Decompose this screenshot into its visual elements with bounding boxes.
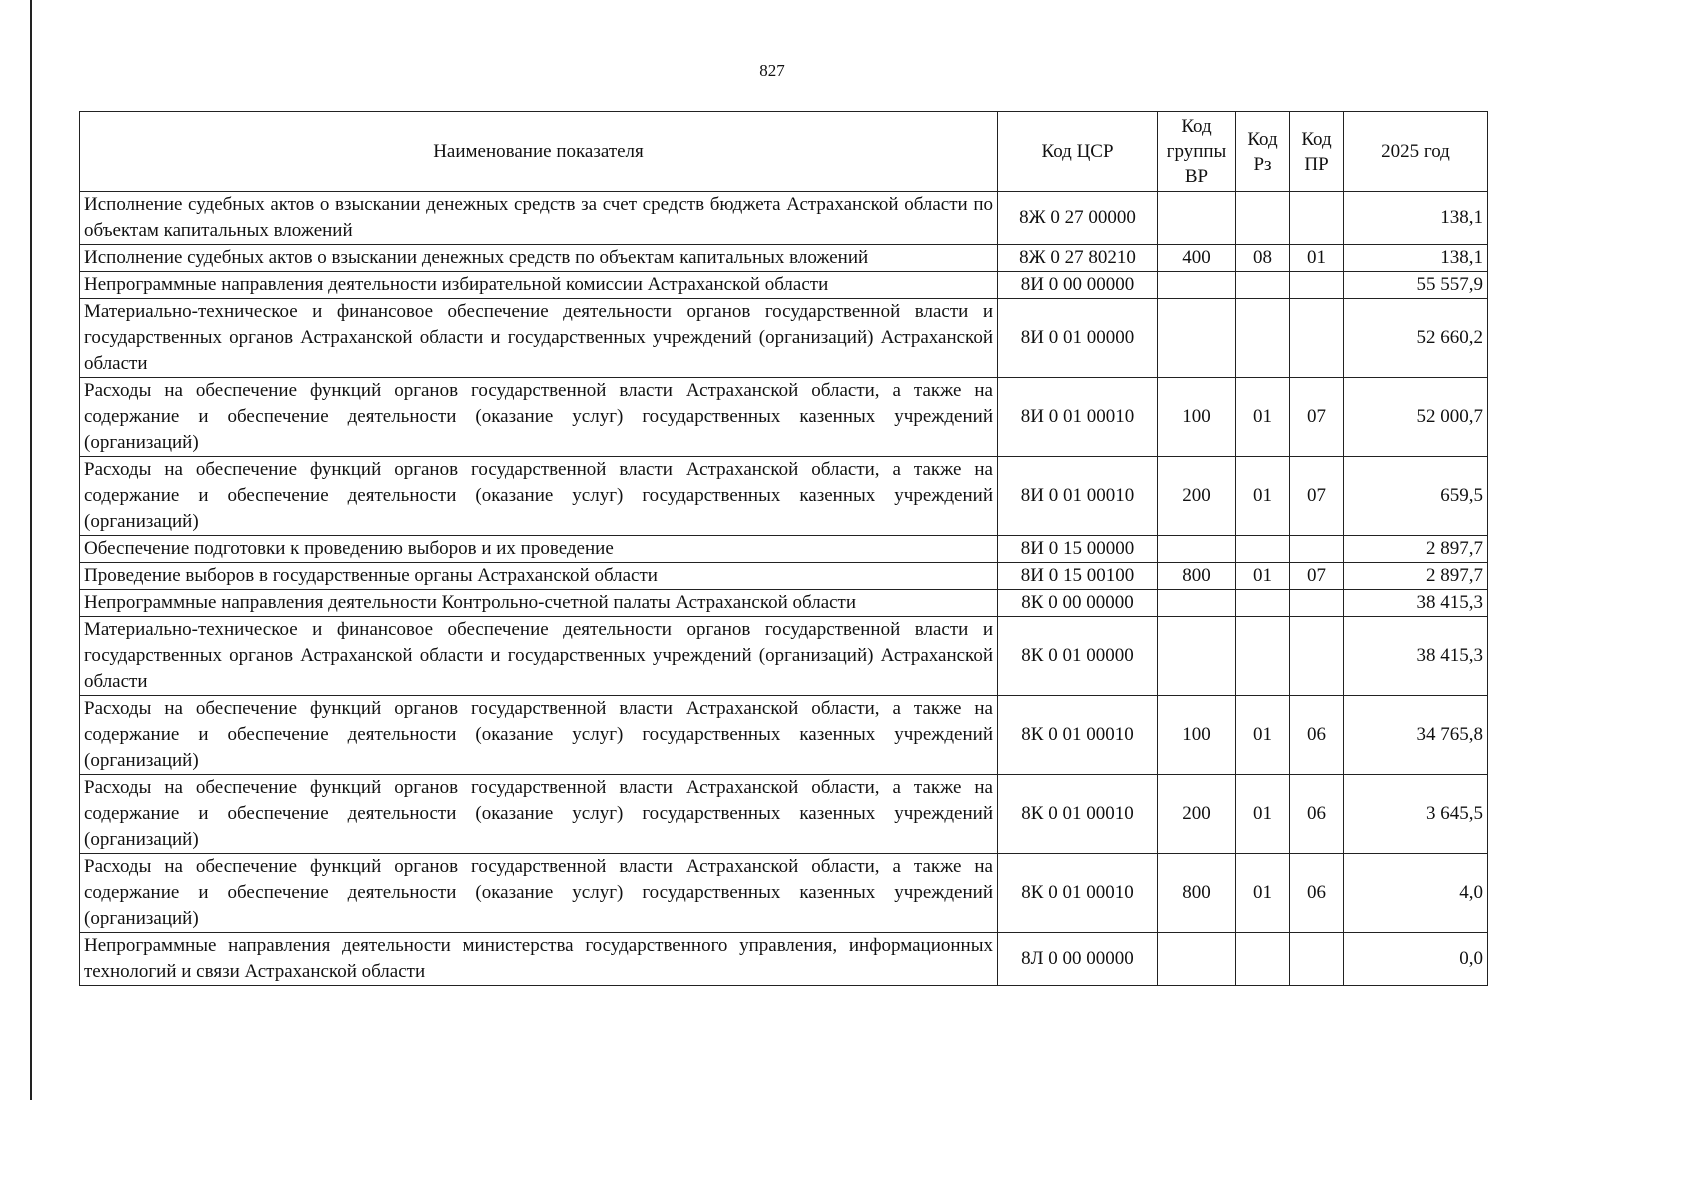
cell-vr-code <box>1158 299 1236 378</box>
cell-vr-code <box>1158 192 1236 245</box>
cell-amount-2025: 4,0 <box>1344 854 1488 933</box>
header-rz-code: Код Рз <box>1236 112 1290 192</box>
page-margin-line <box>30 0 32 1100</box>
cell-amount-2025: 2 897,7 <box>1344 536 1488 563</box>
table-row <box>80 272 1488 299</box>
cell-pr-code <box>1290 590 1344 617</box>
cell-vr-code: 100 <box>1158 696 1236 775</box>
table-row <box>80 378 1488 457</box>
table-row <box>80 617 1488 696</box>
cell-csr-code: 8И 0 15 00100 <box>998 563 1158 590</box>
cell-pr-code <box>1290 192 1344 245</box>
cell-name: Расходы на обеспечение функций органов государственной власти Астраханской области, а также на содержание и обеспечение деятельности (оказание услуг) государственных казенных учреждений (организаций) <box>80 378 998 457</box>
cell-pr-code <box>1290 536 1344 563</box>
cell-csr-code: 8Л 0 00 00000 <box>998 933 1158 986</box>
cell-amount-2025: 52 660,2 <box>1344 299 1488 378</box>
header-year-2025: 2025 год <box>1344 112 1488 192</box>
table-row <box>80 590 1488 617</box>
cell-vr-code <box>1158 590 1236 617</box>
cell-rz-code: 01 <box>1236 696 1290 775</box>
cell-amount-2025: 138,1 <box>1344 245 1488 272</box>
cell-amount-2025: 55 557,9 <box>1344 272 1488 299</box>
table-row <box>80 299 1488 378</box>
cell-name: Расходы на обеспечение функций органов государственной власти Астраханской области, а также на содержание и обеспечение деятельности (оказание услуг) государственных казенных учреждений (организаций) <box>80 457 998 536</box>
cell-rz-code: 01 <box>1236 775 1290 854</box>
cell-rz-code <box>1236 590 1290 617</box>
cell-rz-code <box>1236 617 1290 696</box>
cell-rz-code <box>1236 192 1290 245</box>
cell-pr-code <box>1290 272 1344 299</box>
budget-table <box>79 111 1488 986</box>
cell-name: Проведение выборов в государственные органы Астраханской области <box>80 563 998 590</box>
table-row <box>80 245 1488 272</box>
cell-name: Материально-техническое и финансовое обеспечение деятельности органов государственной власти и государственных органов Астраханской области и государственных учреждений (организаций) Астраханской области <box>80 617 998 696</box>
cell-csr-code: 8К 0 01 00010 <box>998 775 1158 854</box>
cell-amount-2025: 659,5 <box>1344 457 1488 536</box>
cell-vr-code <box>1158 536 1236 563</box>
cell-csr-code: 8К 0 01 00000 <box>998 617 1158 696</box>
cell-csr-code: 8И 0 01 00010 <box>998 457 1158 536</box>
cell-vr-code: 800 <box>1158 854 1236 933</box>
cell-csr-code: 8И 0 15 00000 <box>998 536 1158 563</box>
cell-csr-code: 8И 0 00 00000 <box>998 272 1158 299</box>
cell-vr-code: 400 <box>1158 245 1236 272</box>
cell-vr-code: 200 <box>1158 457 1236 536</box>
cell-amount-2025: 138,1 <box>1344 192 1488 245</box>
cell-name: Непрограммные направления деятельности министерства государственного управления, информационных технологий и связи Астраханской области <box>80 933 998 986</box>
table-row <box>80 696 1488 775</box>
cell-name: Непрограммные направления деятельности Контрольно-счетной палаты Астраханской области <box>80 590 998 617</box>
cell-rz-code <box>1236 272 1290 299</box>
cell-amount-2025: 38 415,3 <box>1344 617 1488 696</box>
cell-amount-2025: 2 897,7 <box>1344 563 1488 590</box>
cell-name: Материально-техническое и финансовое обеспечение деятельности органов государственной власти и государственных органов Астраханской области и государственных учреждений (организаций) Астраханской области <box>80 299 998 378</box>
cell-rz-code: 01 <box>1236 563 1290 590</box>
cell-pr-code: 06 <box>1290 696 1344 775</box>
cell-vr-code <box>1158 617 1236 696</box>
cell-rz-code <box>1236 299 1290 378</box>
cell-name: Расходы на обеспечение функций органов государственной власти Астраханской области, а также на содержание и обеспечение деятельности (оказание услуг) государственных казенных учреждений (организаций) <box>80 854 998 933</box>
cell-csr-code: 8И 0 01 00000 <box>998 299 1158 378</box>
cell-rz-code: 08 <box>1236 245 1290 272</box>
cell-name: Расходы на обеспечение функций органов государственной власти Астраханской области, а также на содержание и обеспечение деятельности (оказание услуг) государственных казенных учреждений (организаций) <box>80 696 998 775</box>
cell-name: Непрограммные направления деятельности избирательной комиссии Астраханской области <box>80 272 998 299</box>
cell-vr-code: 200 <box>1158 775 1236 854</box>
cell-rz-code: 01 <box>1236 854 1290 933</box>
cell-pr-code: 07 <box>1290 378 1344 457</box>
cell-amount-2025: 34 765,8 <box>1344 696 1488 775</box>
cell-pr-code: 07 <box>1290 457 1344 536</box>
cell-vr-code: 100 <box>1158 378 1236 457</box>
cell-pr-code <box>1290 617 1344 696</box>
cell-pr-code <box>1290 933 1344 986</box>
cell-csr-code: 8К 0 01 00010 <box>998 696 1158 775</box>
table-row <box>80 775 1488 854</box>
cell-amount-2025: 0,0 <box>1344 933 1488 986</box>
cell-csr-code: 8Ж 0 27 80210 <box>998 245 1158 272</box>
table-row <box>80 457 1488 536</box>
table-row <box>80 854 1488 933</box>
cell-rz-code: 01 <box>1236 378 1290 457</box>
header-vr-code: Код группы ВР <box>1158 112 1236 192</box>
cell-vr-code: 800 <box>1158 563 1236 590</box>
table-row <box>80 933 1488 986</box>
cell-pr-code <box>1290 299 1344 378</box>
cell-csr-code: 8Ж 0 27 00000 <box>998 192 1158 245</box>
cell-name: Расходы на обеспечение функций органов государственной власти Астраханской области, а также на содержание и обеспечение деятельности (оказание услуг) государственных казенных учреждений (организаций) <box>80 775 998 854</box>
table-row <box>80 192 1488 245</box>
cell-amount-2025: 38 415,3 <box>1344 590 1488 617</box>
cell-csr-code: 8К 0 01 00010 <box>998 854 1158 933</box>
table-row <box>80 563 1488 590</box>
cell-rz-code: 01 <box>1236 457 1290 536</box>
cell-amount-2025: 3 645,5 <box>1344 775 1488 854</box>
header-csr-code: Код ЦСР <box>998 112 1158 192</box>
cell-pr-code: 06 <box>1290 775 1344 854</box>
cell-name: Исполнение судебных актов о взыскании денежных средств за счет средств бюджета Астраханской области по объектам капитальных вложений <box>80 192 998 245</box>
cell-csr-code: 8К 0 00 00000 <box>998 590 1158 617</box>
cell-vr-code <box>1158 272 1236 299</box>
cell-rz-code <box>1236 933 1290 986</box>
cell-vr-code <box>1158 933 1236 986</box>
cell-csr-code: 8И 0 01 00010 <box>998 378 1158 457</box>
cell-pr-code: 01 <box>1290 245 1344 272</box>
cell-name: Исполнение судебных актов о взыскании денежных средств по объектам капитальных вложений <box>80 245 998 272</box>
header-pr-code: Код ПР <box>1290 112 1344 192</box>
page-number: 827 <box>759 61 785 80</box>
cell-amount-2025: 52 000,7 <box>1344 378 1488 457</box>
cell-pr-code: 06 <box>1290 854 1344 933</box>
table-header-row <box>80 112 1488 192</box>
header-name: Наименование показателя <box>80 112 998 192</box>
cell-rz-code <box>1236 536 1290 563</box>
table-row <box>80 536 1488 563</box>
cell-name: Обеспечение подготовки к проведению выборов и их проведение <box>80 536 998 563</box>
cell-pr-code: 07 <box>1290 563 1344 590</box>
